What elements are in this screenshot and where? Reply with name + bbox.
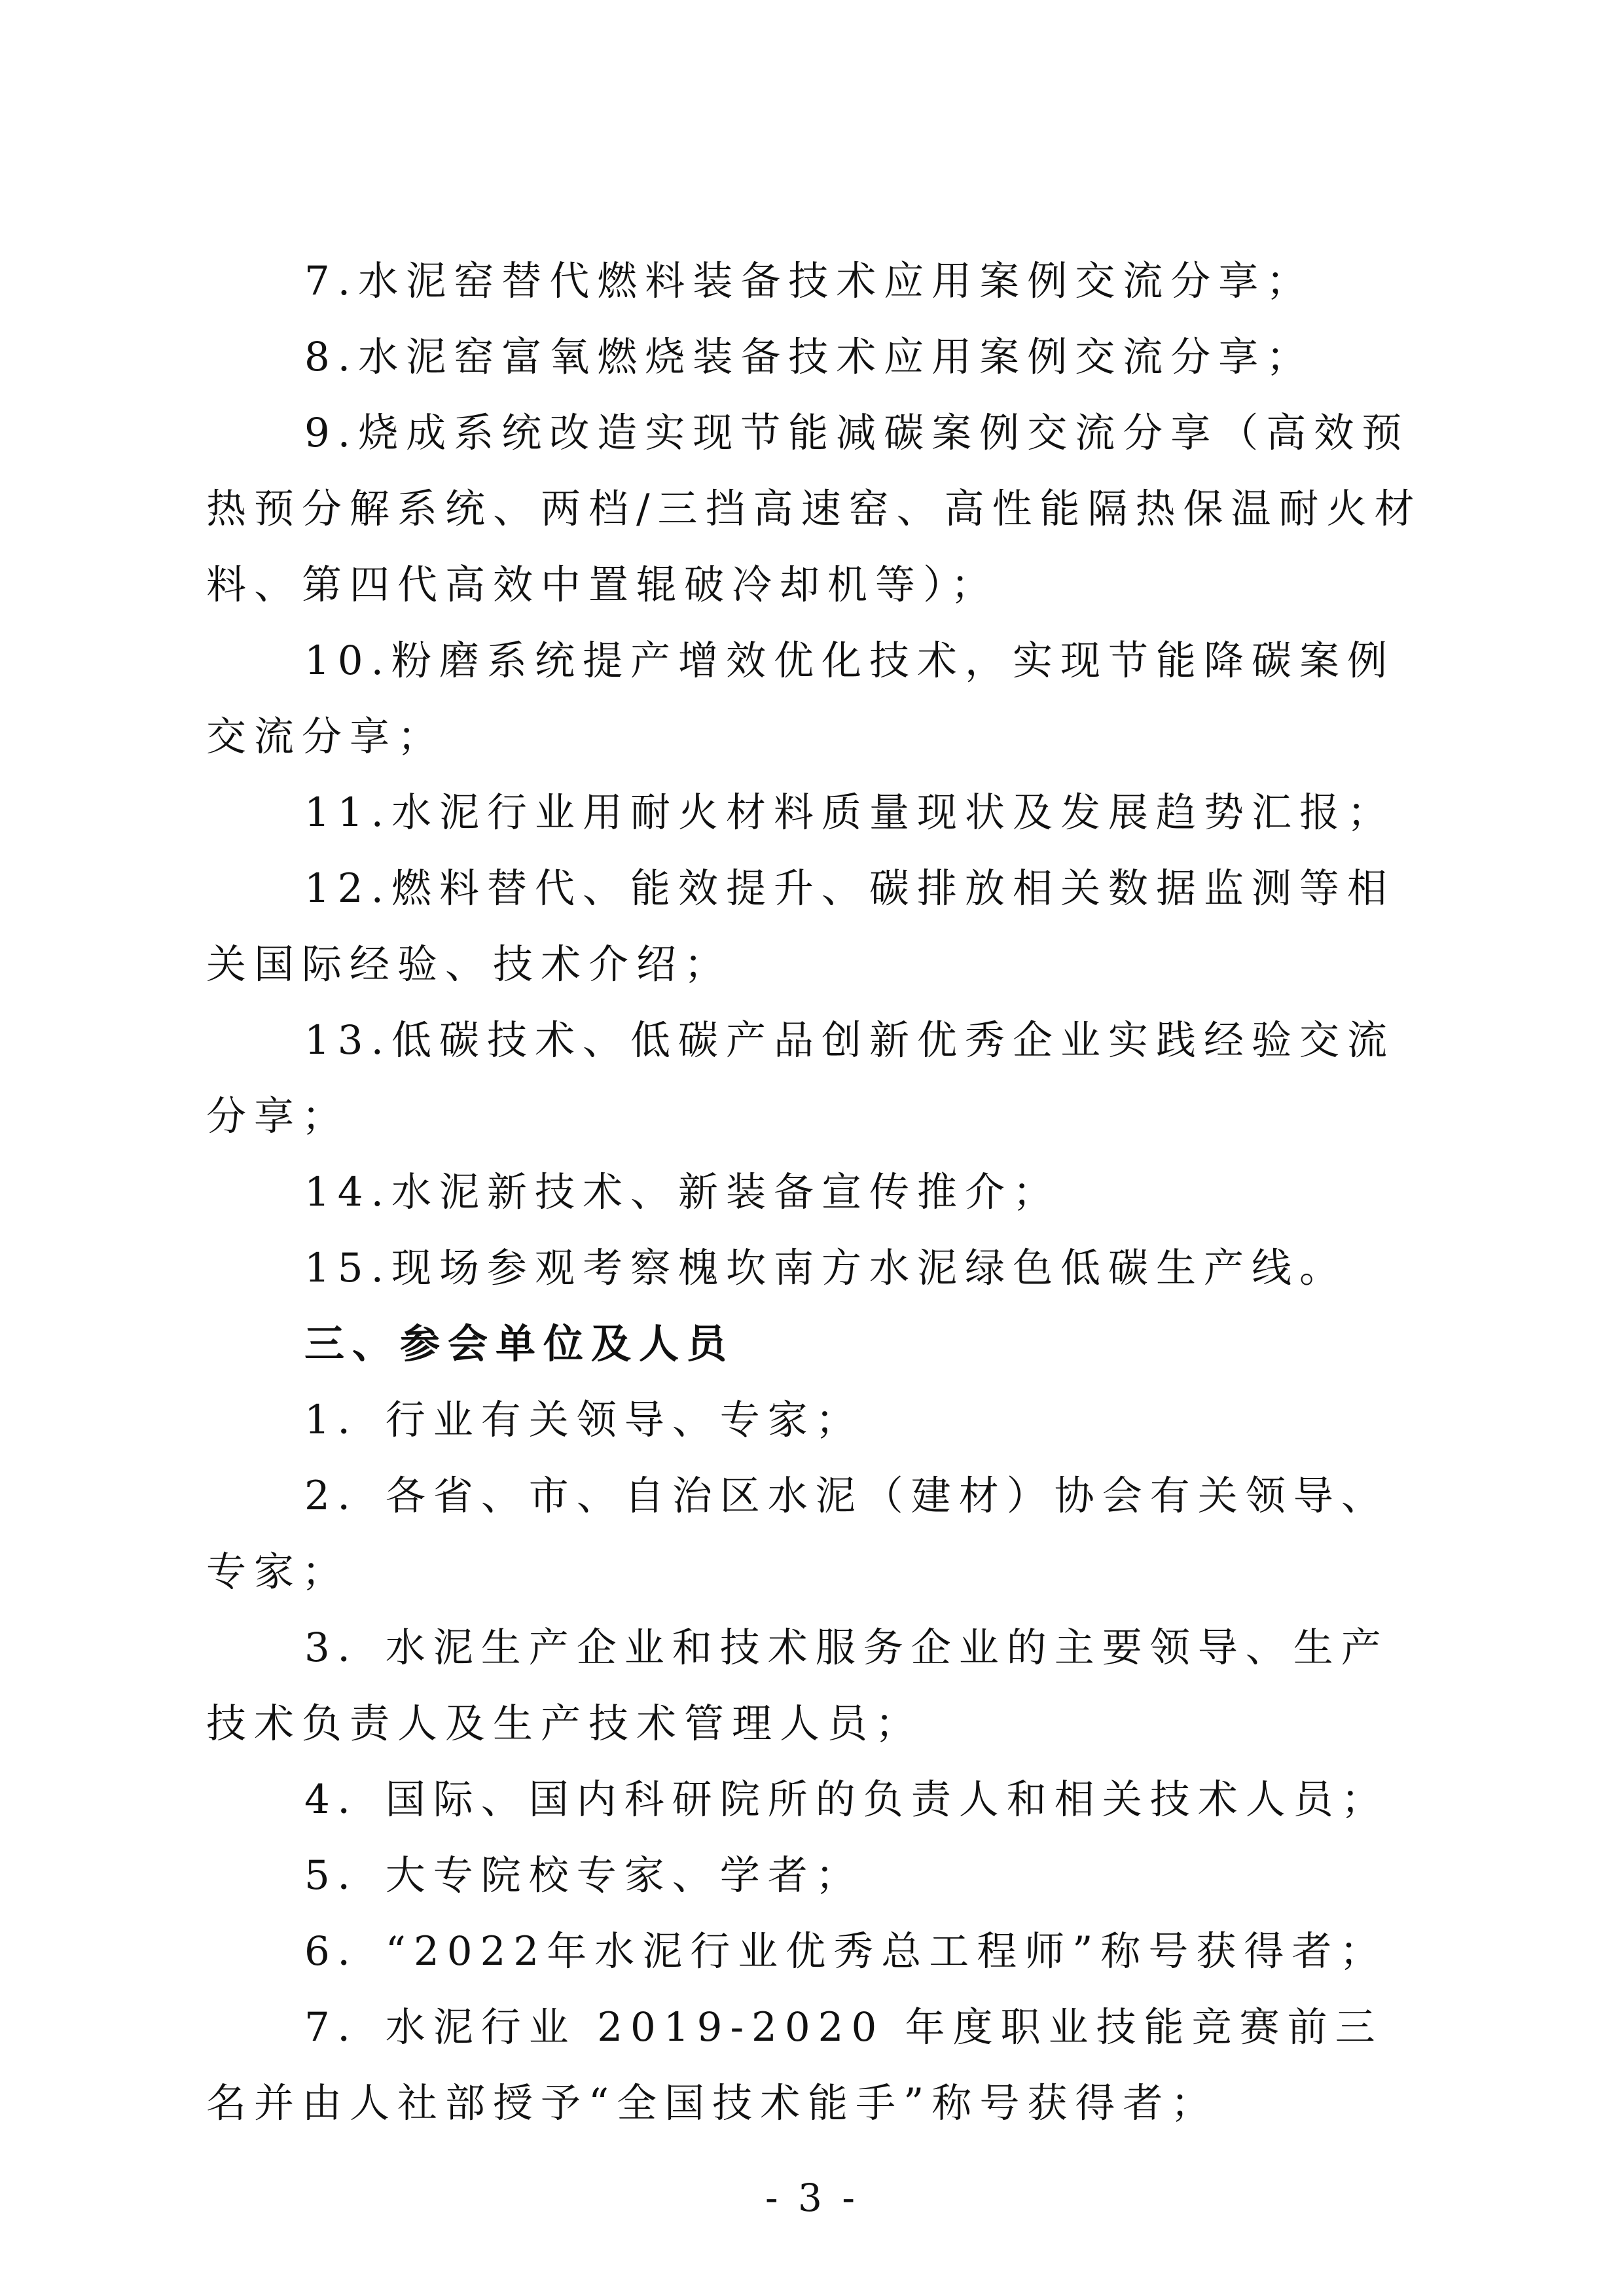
list-item: 13.低碳技术、低碳产品创新优秀企业实践经验交流分享； xyxy=(206,1017,1396,1139)
list-item: 15.现场参观考察槐坎南方水泥绿色低碳生产线。 xyxy=(304,1245,1348,1291)
page-number: - 3 - xyxy=(765,2176,859,2220)
list-item: 3．水泥生产企业和技术服务企业的主要领导、生产技术负责人及生产技术管理人员； xyxy=(206,1624,1389,1747)
list-item: 5．大专院校专家、学者； xyxy=(304,1852,863,1899)
list-item: 7．水泥行业 2019-2020 年度职业技能竞赛前三名并由人社部授予“全国技术能手”称号获得者； xyxy=(206,2004,1383,2126)
list-item: 6．“2022年水泥行业优秀总工程师”称号获得者； xyxy=(304,1928,1388,1975)
document-body xyxy=(206,243,1424,2142)
list-item: 7.水泥窑替代燃料装备技术应用案例交流分享； xyxy=(304,258,1314,304)
list-item: 2．各省、市、自治区水泥（建材）协会有关领导、专家； xyxy=(206,1473,1389,1595)
list-item: 8.水泥窑富氧燃烧装备技术应用案例交流分享； xyxy=(304,334,1314,380)
list-item: 14.水泥新技术、新装备宣传推介； xyxy=(304,1169,1061,1215)
list-item: 1．行业有关领导、专家； xyxy=(304,1397,863,1443)
section-heading: 三、参会单位及人员 xyxy=(304,1321,735,1367)
list-item: 9.烧成系统改造实现节能减碳案例交流分享（高效预热预分解系统、两档/三挡高速窑、高性能隔热保温耐火材料、第四代高效中置辊破冷却机等）； xyxy=(206,410,1422,608)
list-item: 4．国际、国内科研院所的负责人和相关技术人员； xyxy=(304,1776,1389,1823)
list-item: 11.水泥行业用耐火材料质量现状及发展趋势汇报； xyxy=(304,789,1396,836)
list-item: 10.粉磨系统提产增效优化技术，实现节能降碳案例交流分享； xyxy=(206,637,1396,760)
list-item: 12.燃料替代、能效提升、碳排放相关数据监测等相关国际经验、技术介绍； xyxy=(206,865,1396,988)
